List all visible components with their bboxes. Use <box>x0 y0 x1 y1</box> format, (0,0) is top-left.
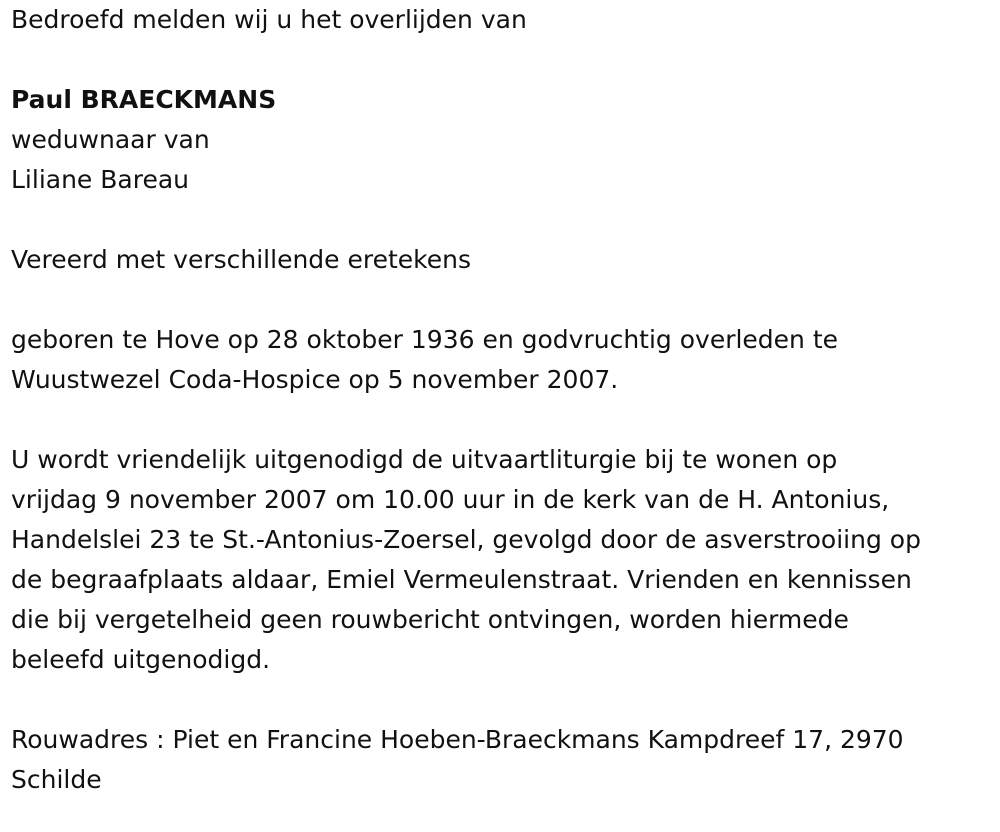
birth-death-line: geboren te Hove op 28 oktober 1936 en godvruchtig overleden te <box>11 325 839 354</box>
birth-death-line: Wuustwezel Coda-Hospice op 5 november 2007. <box>11 365 619 394</box>
funeral-line: vrijdag 9 november 2007 om 10.00 uur in de kerk van de H. Antonius, <box>11 485 890 514</box>
funeral-line: U wordt vriendelijk uitgenodigd de uitvaartliturgie bij te wonen op <box>11 445 838 474</box>
birth-death-paragraph <box>11 320 986 400</box>
intro-text: Bedroefd melden wij u het overlijden van <box>11 5 527 34</box>
spacer <box>11 200 986 240</box>
relation-text: weduwnaar van <box>11 125 210 154</box>
funeral-line: Handelslei 23 te St.-Antonius-Zoersel, gevolgd door de asverstrooiing op <box>11 525 921 554</box>
mourning-address-line: Schilde <box>11 765 102 794</box>
honors-text: Vereerd met verschillende eretekens <box>11 245 472 274</box>
mourning-address-line: Rouwadres : Piet en Francine Hoeben-Braeckmans Kampdreef 17, 2970 <box>11 725 904 754</box>
spouse-name: Liliane Bareau <box>11 165 190 194</box>
funeral-line: beleefd uitgenodigd. <box>11 645 271 674</box>
spacer <box>11 680 986 720</box>
funeral-line: die bij vergetelheid geen rouwbericht ontvingen, worden hiermede <box>11 605 849 634</box>
spacer <box>11 400 986 440</box>
funeral-paragraph <box>11 440 986 680</box>
deceased-name: Paul BRAECKMANS <box>11 85 277 114</box>
funeral-line: de begraafplaats aldaar, Emiel Vermeulenstraat. Vrienden en kennissen <box>11 565 912 594</box>
spacer <box>11 40 986 80</box>
mourning-address <box>11 720 986 800</box>
death-notice <box>11 0 986 800</box>
spacer <box>11 280 986 320</box>
